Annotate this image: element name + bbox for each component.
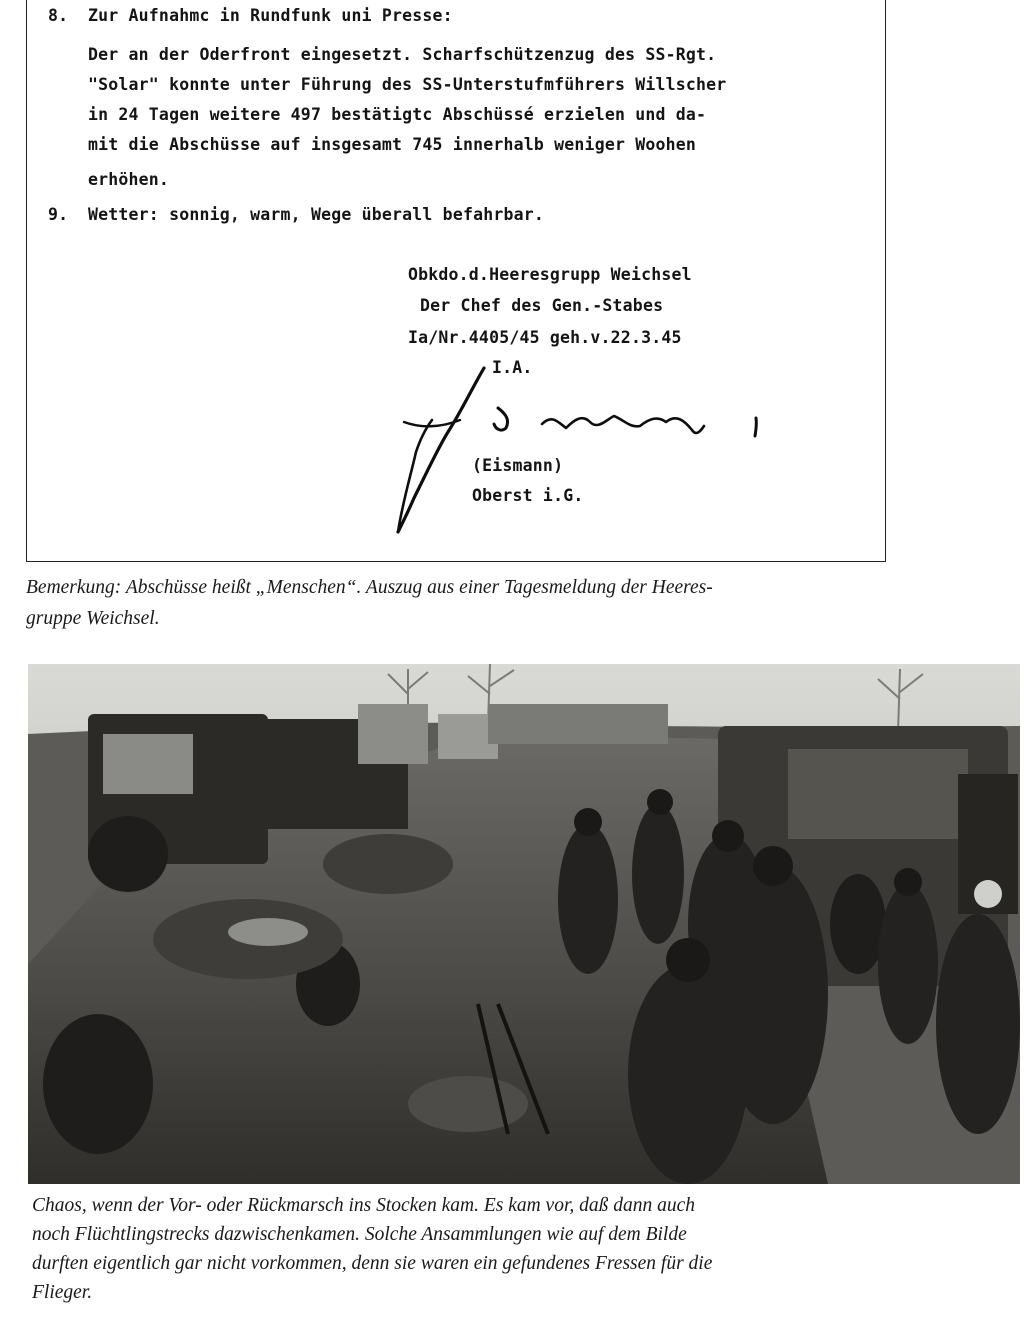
item-8-line: in 24 Tagen weitere 497 bestätigtc Abschüssé erzielen und da- bbox=[88, 105, 707, 124]
photo-scene bbox=[28, 664, 1020, 1184]
on-behalf-mark: I.A. bbox=[492, 358, 533, 377]
caption-top-line: Bemerkung: Abschüsse heißt „Menschen“. Auszug aus einer Tagesmeldung der Heeres- bbox=[26, 577, 713, 598]
item-8-line: Der an der Oderfront eingesetzt. Scharfschützenzug des SS-Rgt. bbox=[88, 45, 717, 64]
item-8-line: erhöhen. bbox=[88, 170, 170, 189]
reference-number: Ia/Nr.4405/45 geh.v.22.3.45 bbox=[408, 328, 682, 347]
item-8-number: 8. bbox=[48, 6, 69, 25]
caption-top-line: gruppe Weichsel. bbox=[26, 608, 160, 629]
item-9-text: Wetter: sonnig, warm, Wege überall befahrbar. bbox=[88, 205, 545, 224]
caption-bottom-line: Flieger. bbox=[32, 1282, 93, 1303]
item-9-number: 9. bbox=[48, 205, 69, 224]
caption-bottom-line: noch Flüchtlingstrecks dazwischenkamen. Solche Ansammlungen wie auf dem Bilde bbox=[32, 1224, 687, 1245]
sender-title: Der Chef des Gen.-Stabes bbox=[420, 296, 664, 315]
caption-bottom-line: durften eigentlich gar nicht vorkommen, denn sie waren ein gefundenes Fressen für die bbox=[32, 1253, 713, 1274]
item-8-line: mit die Abschüsse auf insgesamt 745 innerhalb weniger Woohen bbox=[88, 135, 697, 154]
signatory-name: (Eismann) bbox=[472, 456, 564, 475]
item-8-line: "Solar" konnte unter Führung des SS-Unterstufmführers Willscher bbox=[88, 75, 727, 94]
sender-unit: Obkdo.d.Heeresgrupp Weichsel bbox=[408, 265, 692, 284]
historical-photograph bbox=[28, 664, 1020, 1184]
item-8-title: Zur Aufnahmc in Rundfunk uni Presse: bbox=[88, 6, 453, 25]
signatory-rank: Oberst i.G. bbox=[472, 486, 584, 505]
handwritten-signature bbox=[0, 0, 1024, 560]
caption-bottom-line: Chaos, wenn der Vor- oder Rückmarsch ins Stocken kam. Es kam vor, daß dann auch bbox=[32, 1195, 696, 1216]
